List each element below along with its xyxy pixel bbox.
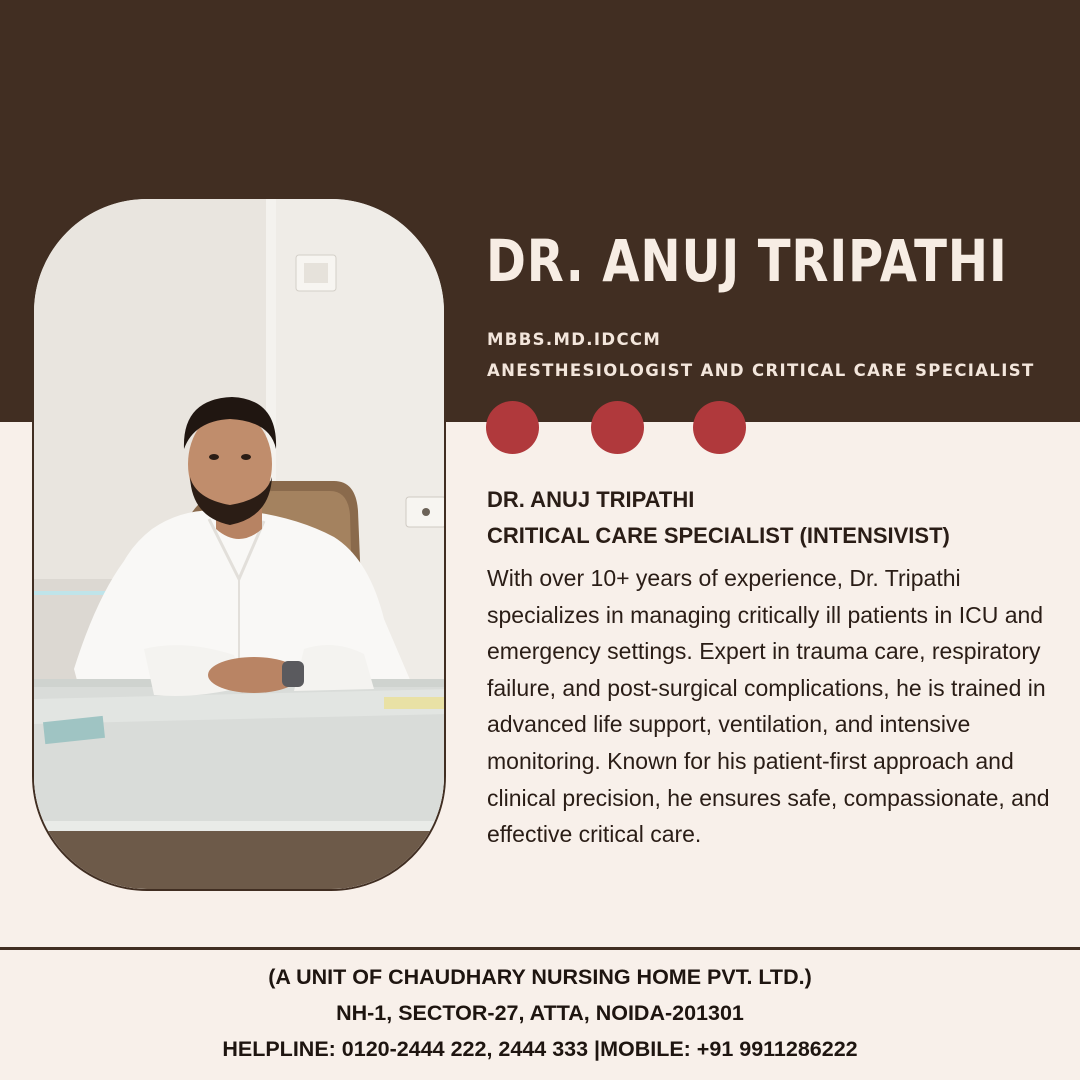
decorative-dot — [591, 401, 644, 454]
footer-unit: (A UNIT OF CHAUDHARY NURSING HOME PVT. LTD.) — [268, 965, 812, 989]
decorative-dot — [693, 401, 746, 454]
footer-contact: HELPLINE: 0120-2444 222, 2444 333 |MOBILE: +91 9911286222 — [222, 1037, 858, 1061]
footer-divider — [0, 947, 1080, 950]
doctor-name-title: DR. ANUJ TRIPATHI — [486, 227, 1008, 295]
specialty-text: ANESTHESIOLOGIST AND CRITICAL CARE SPECIALIST — [487, 361, 1035, 381]
bio-doctor-name: DR. ANUJ TRIPATHI — [487, 487, 695, 512]
bio-role: CRITICAL CARE SPECIALIST (INTENSIVIST) — [487, 523, 950, 548]
doctor-photo — [32, 197, 446, 891]
bio-text: With over 10+ years of experience, Dr. Tripathi specializes in managing critically ill patients in ICU and emergency settings. Expert in trauma care, respiratory failure, and post-surgical complications, he is trained in advanced life support, ventilation, and intensive monitoring. Known for his patient-first approach and clinical precision, he ensures safe, compassionate, and effective critical care. — [487, 565, 1050, 848]
decorative-dot — [486, 401, 539, 454]
degrees-text: MBBS.MD.IDCCM — [487, 330, 662, 350]
doctor-photo-illustration — [34, 199, 446, 891]
footer-address: NH-1, SECTOR-27, ATTA, NOIDA-201301 — [336, 1001, 744, 1025]
